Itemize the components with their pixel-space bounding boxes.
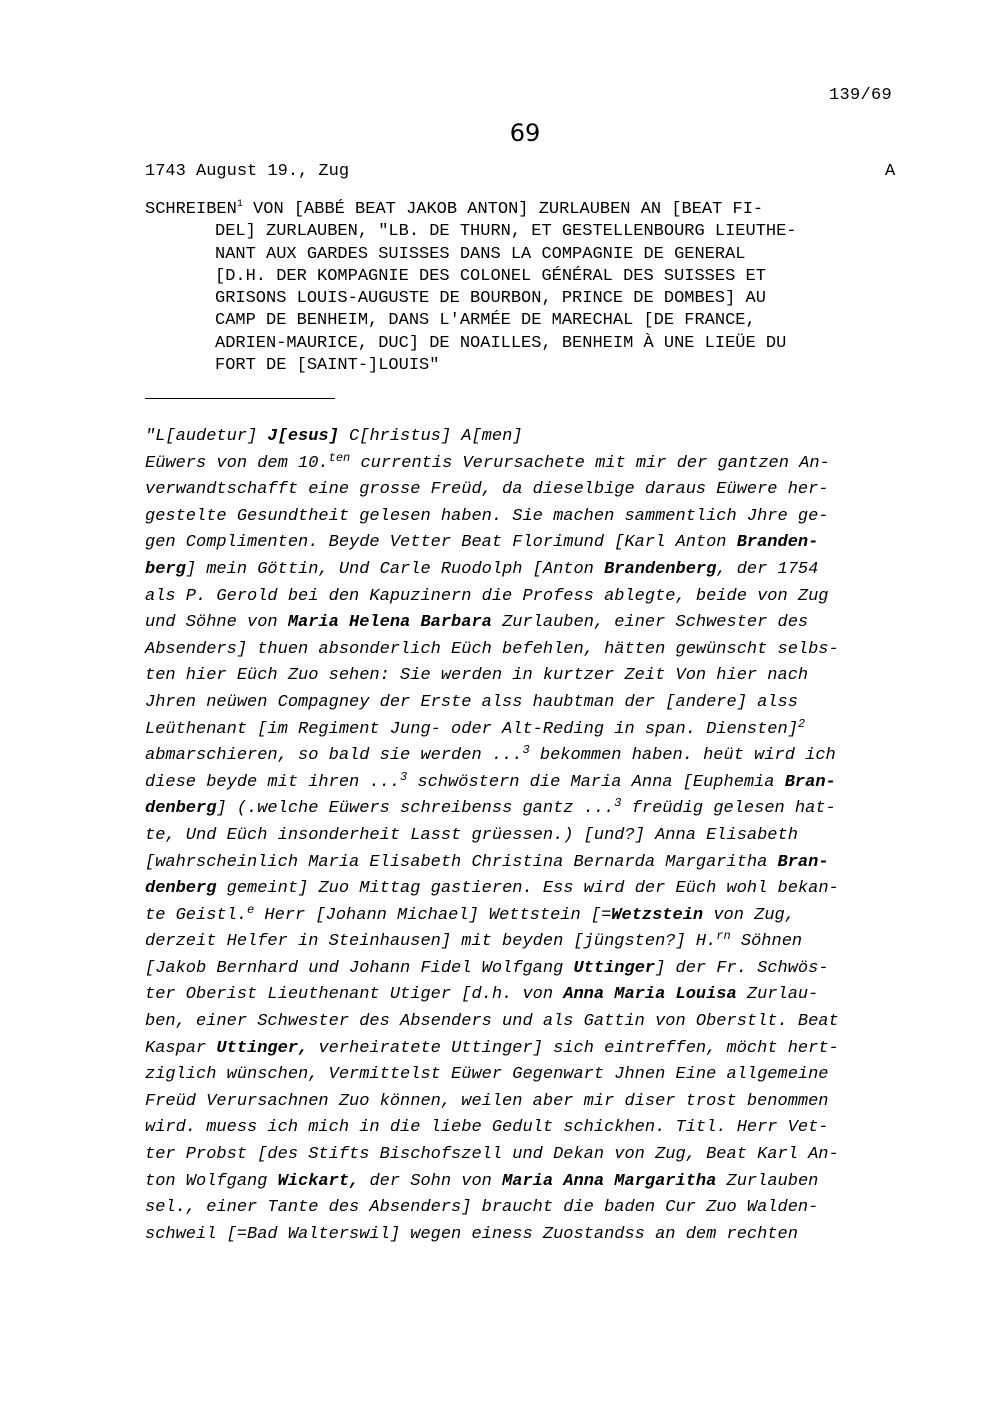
document-number: 69 — [509, 119, 541, 147]
superscript: 1 — [236, 199, 243, 210]
date-place-line: 1743 August 19., Zug — [145, 162, 350, 181]
body-line: "L[audetur] J[esus] C[hristus] A[men] — [145, 427, 523, 446]
header-line: NANT AUX GARDES SUISSES DANS LA COMPAGNIE DE GENERAL — [215, 244, 746, 264]
document-header — [145, 199, 905, 377]
bold-name: Wickart, — [277, 1171, 360, 1191]
body-line: te Geistl.$^e$ Herr [Johann Michael] Wettstein [=Wetzstein von Zug, — [145, 902, 795, 925]
bold-name: Wetzstein — [611, 905, 704, 925]
bold-name: Bran- — [784, 772, 836, 792]
header-line: DEL] ZURLAUBEN, "LB. DE THURN, ET GESTELLENBOURG LIEUTHE- — [215, 222, 797, 242]
body-line: te, Und Eüch insonderheit Lasst grüessen.) [und?] Anna Elisabeth — [145, 825, 798, 845]
superscript: 3 — [522, 743, 530, 758]
body-line: abmarschieren, so bald sie werden ...$^3$ bekommen haben. heüt wird ich — [145, 743, 836, 766]
body-line: Eüwers von dem 10.$^{ten}$ currentis Verursachete mit mir der gantzen An- — [145, 450, 830, 473]
superscript: 3 — [614, 796, 622, 811]
header-line: GRISONS LOUIS-AUGUSTE DE BOURBON, PRINCE DE DOMBES] AU — [215, 289, 766, 309]
bold-name: Brandenberg — [604, 559, 717, 579]
bold-name: denberg — [145, 879, 217, 899]
body-line: und Söhne von Maria Helena Barbara Zurlauben, einer Schwester des — [145, 613, 809, 633]
superscript: 3 — [400, 769, 408, 784]
body-line: ziglich wünschen, Vermittelst Eüwer Gegenwart Jhnen Eine allgemeine — [145, 1065, 829, 1085]
body-line: denberg] (.welche Eüwers schreibenss gantz ...$^3$ freüdig gelesen hat- — [145, 796, 836, 819]
superscript: 2 — [797, 716, 806, 731]
body-line: ter Oberist Lieuthenant Utiger [d.h. von Anna Maria Louisa Zurlau- — [145, 985, 819, 1005]
bold-name: Bran- — [777, 852, 829, 872]
body-line: ton Wolfgang Wickart, der Sohn von Maria Anna Margaritha Zurlauben — [145, 1171, 819, 1191]
body-line: ben, einer Schwester des Absenders und als Gattin von Oberstlt. Beat — [145, 1012, 839, 1032]
body-line: sel., einer Tante des Absenders] braucht die baden Cur Zuo Walden- — [145, 1198, 819, 1218]
body-line: Leüthenant [im Regiment Jung- oder Alt-Reding in span. Diensten]$^2$ — [145, 716, 806, 739]
superscript: e — [247, 902, 255, 917]
body-line: diese beyde mit ihren ...$^3$ schwöstern die Maria Anna [Euphemia Bran- — [145, 769, 836, 792]
body-line: Freüd Verursachnen Zuo können, weilen aber mir diser trost benommen — [145, 1091, 829, 1111]
page-reference: 139/69 — [829, 86, 893, 105]
header-line: ADRIEN-MAURICE, DUC] DE NOAILLES, BENHEIM À UNE LIEÜE DU — [215, 333, 787, 353]
bold-name: Uttinger — [573, 958, 656, 978]
header-line: [D.H. DER KOMPAGNIE DES COLONEL GÉNÉRAL DES SUISSES ET — [215, 266, 766, 286]
body-line: als P. Gerold bei den Kapuzinern die Profess ablegte, beide von Zug — [145, 586, 829, 606]
body-line: ter Probst [des Stifts Bischofszell und Dekan von Zug, Beat Karl An- — [145, 1145, 839, 1165]
header-line: FORT DE [SAINT-]LOUIS" — [215, 356, 440, 376]
superscript: rn — [716, 929, 731, 944]
body-line: Jhren neüwen Compagney der Erste alss haubtman der [andere] alss — [145, 692, 798, 712]
bold-name: Maria Anna Margaritha — [502, 1171, 717, 1191]
body-line: Absenders] thuen absonderlich Eüch befehlen, hätten gewünscht selbs- — [145, 639, 839, 659]
body-line: schweil [=Bad Walterswil] wegen einess Zuostandss an dem rechten — [145, 1224, 798, 1244]
header-line: CAMP DE BENHEIM, DANS L'ARMÉE DE MARECHAL [DE FRANCE, — [215, 311, 756, 331]
bold-name: J[esus] — [267, 427, 339, 446]
bold-name: denberg — [145, 799, 217, 819]
body-line: denberg gemeint] Zuo Mittag gastieren. Ess wird der Eüch wohl bekan- — [145, 879, 839, 899]
body-line: derzeit Helfer in Steinhausen] mit beyden [jüngsten?] H.$^{rn}$ Söhnen — [145, 929, 803, 952]
body-line: wird. muess ich mich in die liebe Gedult schickhen. Titl. Herr Vet- — [145, 1118, 829, 1138]
header-line: SCHREIBEN$^1$ VON [ABBÉ BEAT JAKOB ANTON] ZURLAUBEN AN [BEAT FI- — [145, 199, 764, 219]
bold-name: Uttinger, — [216, 1038, 309, 1058]
bold-name: berg — [145, 559, 186, 579]
body-line: verwandtschafft eine grosse Freüd, da dieselbige daraus Eüwere her- — [145, 480, 829, 500]
body-line: gestelte Gesundtheit gelesen haben. Sie machen sammentlich Jhre ge- — [145, 506, 829, 526]
body-line: [wahrscheinlich Maria Elisabeth Christina Bernarda Margaritha Bran- — [145, 852, 829, 872]
bold-name: Anna Maria Louisa — [563, 985, 737, 1005]
document-class-letter: A — [885, 162, 896, 181]
body-line: ten hier Eüch Zuo sehen: Sie werden in kurtzer Zeit Von hier nach — [145, 666, 809, 686]
bold-name: Branden- — [736, 533, 819, 553]
header-divider — [145, 398, 335, 399]
bold-name: Maria Helena Barbara — [287, 613, 492, 633]
superscript: ten — [328, 450, 351, 465]
body-line: [Jakob Bernhard und Johann Fidel Wolfgang Uttinger] der Fr. Schwös- — [145, 958, 829, 978]
body-line: Kaspar Uttinger, verheiratete Uttinger] sich eintreffen, möcht hert- — [145, 1038, 839, 1058]
body-line: gen Complimenten. Beyde Vetter Beat Florimund [Karl Anton Branden- — [145, 533, 819, 553]
letter-transcription — [145, 424, 905, 1248]
body-line: berg] mein Göttin, Und Carle Ruodolph [Anton Brandenberg, der 1754 — [145, 559, 819, 579]
